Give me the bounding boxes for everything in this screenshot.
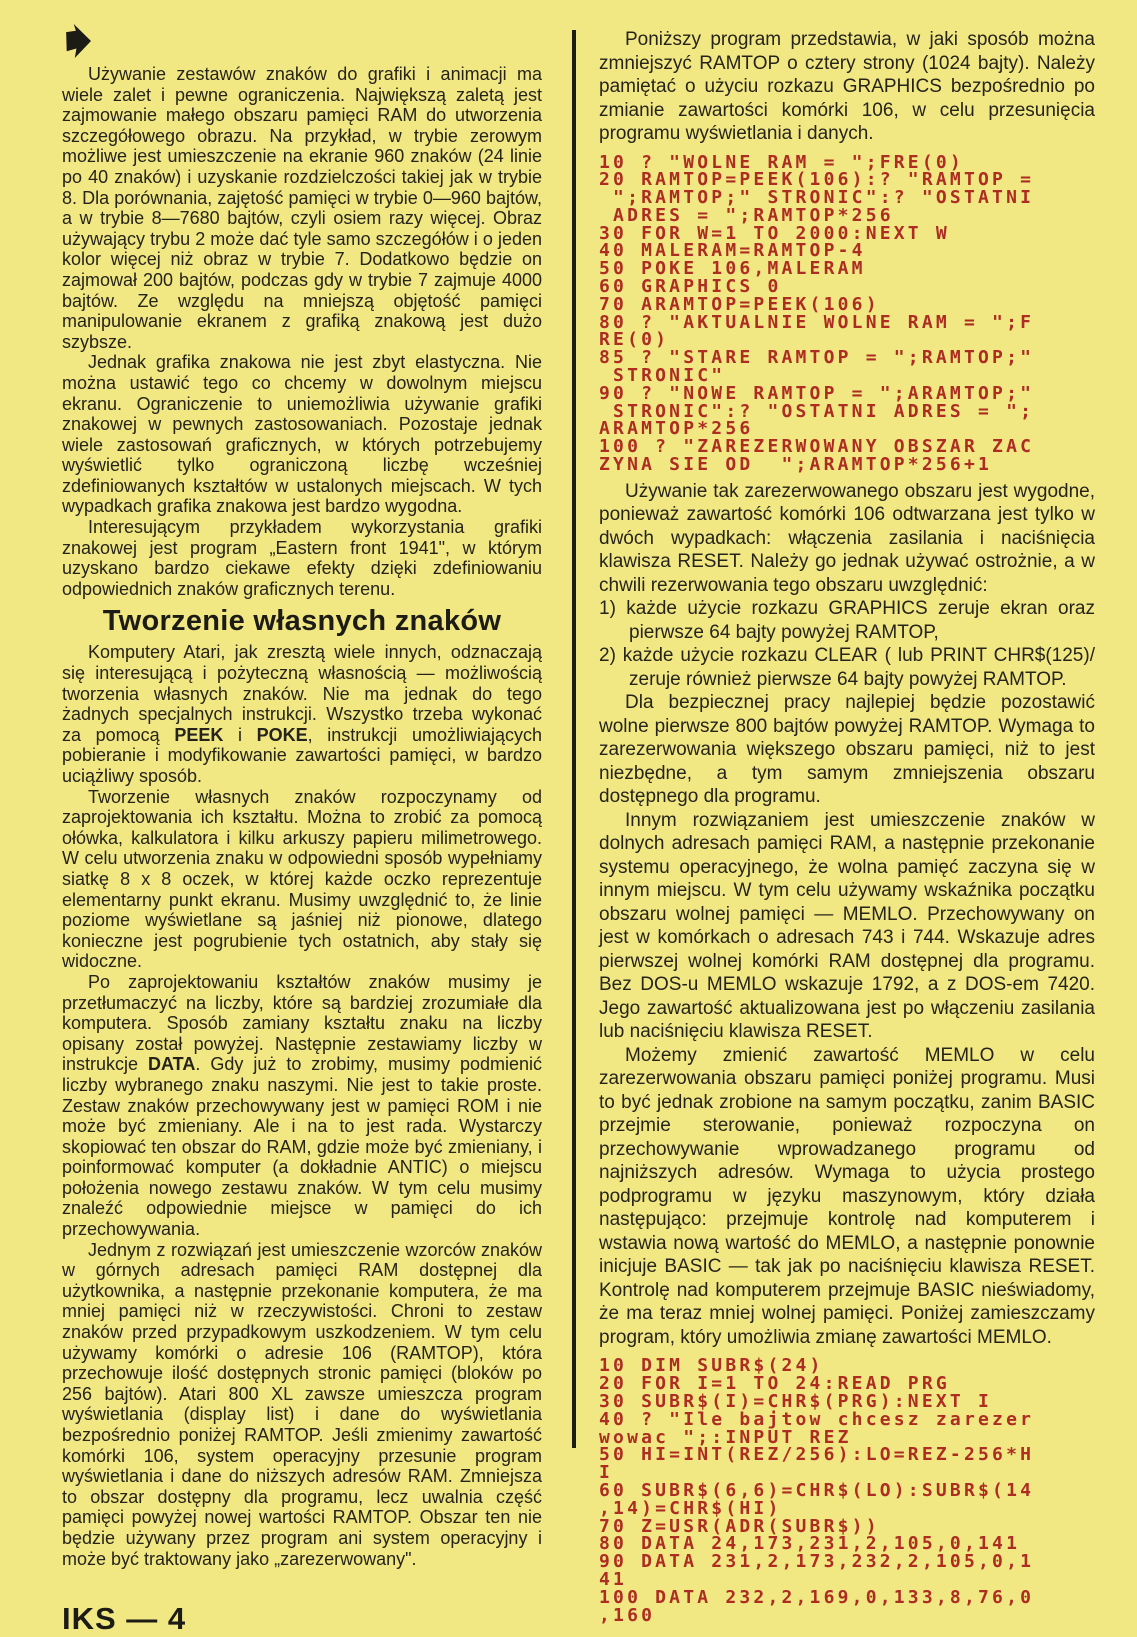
code-line: 90 ? "NOWE RAMTOP = ";ARAMTOP;" — [599, 382, 1035, 404]
list-item-1: 1) każde użycie rozkazu GRAPHICS zeruje ekran oraz pierwsze 64 bajty powyżej RAMTOP, — [599, 598, 1095, 643]
code-line: 60 SUBR$(6,6)=CHR$(LO):SUBR$(14 — [599, 1479, 1035, 1501]
code-line: ";RAMTOP;" STRONIC":? "OSTATNI — [599, 187, 1035, 209]
code-line: 70 Z=USR(ADR(SUBR$)) — [599, 1515, 880, 1537]
keyword-peek: PEEK — [174, 724, 224, 745]
code-line: 90 DATA 231,2,173,232,2,105,0,1 — [599, 1551, 1035, 1573]
paragraph-reserved-area: Używanie tak zarezerwowanego obszaru jest wygodne, ponieważ zawartość komórki 106 odtwarzana jest tylko w dwóch wypadkach: włączenia zasilania i naciśnięcia klawisza RESET. Należy go jednak używać ostrożnie, a w chwili rezerwowania tego obszaru uwzględnić: — [599, 480, 1095, 596]
code-line: 40 MALERAM=RAMTOP-4 — [599, 240, 866, 262]
paragraph-program-intro: Poniższy program przedstawia, w jaki sposób można zmniejszyć RAMTOP o cztery strony (1024 bajty). Należy pamiętać o użyciu rozkazu GRAPHICS bezpośrednio po zmianie zawartości komórki 106, w celu przesunięcia programu wyświetlania i danych. — [599, 29, 1095, 144]
paragraph-ramtop: Jednym z rozwiązań jest umieszczenie wzorców znaków w górnych adresach pamięci RAM dostępnej dla użytkownika, a następnie przekonanie komputera, że ma mniej pamięci niż w rzeczywistości. Chroni to zestaw znaków przed przypadkowym uszkodzeniem. W tym celu używamy komórki o adresie 106 (RAMTOP), która przechowuje ilość dostępnych stronic pamięci (bloków po 256 bajtów). Atari 800 XL zawsze umieszcza program wyświetlania (display list) i dane do wyświetlania bezpośrednio poniżej RAMTOP. Jeśli zmienimy zawartość komórki 106, system operacyjny przesunie program wyświetlania i dane do niższych adresów RAM. Zmniejsza to obszar dostępny dla programu, lecz uwalnia część pamięci powyżej nowej wartości RAMTOP. Obszar ten nie będzie używany przez program ani system operacyjny i może być traktowany jako „zarezerwowany". — [62, 1239, 542, 1569]
paragraph-peek-poke — [62, 642, 542, 786]
paragraph-text: , instrukcji umożliwiających pobieranie i modyfikowanie zawartości pamięci, w bardzo uciążliwy sposób. — [62, 724, 542, 786]
code-line: ,14)=CHR$(HI) — [599, 1497, 782, 1519]
code-line: 10 DIM SUBR$(24) — [599, 1355, 824, 1377]
code-line: 60 GRAPHICS 0 — [599, 276, 782, 298]
arrow-right-icon — [64, 24, 91, 58]
code-line: 85 ? "STARE RAMTOP = ";RAMTOP;" — [599, 347, 1035, 369]
paragraph-memlo-change: Możemy zmienić zawartość MEMLO w celu zarezerwowania obszaru pamięci poniżej programu. Musi to być jednak zrobione na samym początku, zanim BASIC przejmie sterowanie, ponieważ rozpoczyna on przechowywanie wprowadzanego programu od najniższych adresów. Wymaga to użycia prostego podprogramu w języku maszynowym, który działa następująco: przejmuje kontrolę nad komputerem i wstawia nową wartość do MEMLO, a następnie ponownie inicjuje BASIC — tak jak po naciśnięciu klawisza RESET. Kontrolę nad komputerem przejmuje BASIC nieświadomy, że ma teraz mniej wolnej pamięci. Poniżej zamieszczamy program, który umożliwia zmianę zawartości MEMLO. — [599, 1044, 1095, 1348]
code-line: 50 HI=INT(REZ/256):LO=REZ-256*H — [599, 1444, 1035, 1466]
paragraph-text: Komputery Atari, jak zresztą wiele innych, odznaczają się interesującą i pożyteczną własnością — możliwością tworzenia własnych znaków. Nie ma jednak do tego żadnych specjalnych instrukcji. Wszystko trzeba wykonać za pomocą — [62, 642, 542, 745]
section-heading: Tworzenie własnych znaków — [102, 605, 502, 638]
code-line: RE(0) — [599, 329, 670, 351]
paragraph-safe-work: Dla bezpiecznej pracy najlepiej będzie pozostawić wolne pierwsze 800 bajtów powyżej RAMTOP. Wymaga to zarezerwowania większego obszaru pamięci, niż to jest niezbędne, a tym samym zmniejszenia obszaru dostępnego dla programu. — [599, 692, 1095, 808]
paragraph-intro: Używanie zestawów znaków do grafiki i animacji ma wiele zalet i pewne ograniczenia. Największą zaletą jest zajmowanie małego obszaru pamięci RAM do utworzenia szczegółowego obrazu. Na przykład, w trybie zerowym możliwe jest umieszczenie na ekranie 960 znaków (24 linie po 40 znaków) i uzyskanie rozdzielczości takiej jak w trybie 8. Dla porównania, zajętość pamięci w trybie 0—960 bajtów, a w trybie 8—7680 bajtów, czyli osiem razy więcej. Obraz używający trybu 2 może dać tyle samo szczegółów i o jeden kolor więcej niż obraz w trybie 7. Dodatkowo będzie on zajmował 200 bajtów, podczas gdy w trybie 7 zajmuje 4000 bajtów. Ze względu na mniejszą objętość pamięci manipulowanie ekranem z grafiką znakową jest dużo szybsze. — [62, 64, 542, 352]
page-footer: IKS — 4 — [62, 1601, 187, 1637]
basic-code-listing-2 — [599, 1357, 1095, 1624]
code-line: 40 ? "Ile bajtow chcesz zarezer — [599, 1408, 1035, 1430]
list-item-2: 2) każde użycie rozkazu CLEAR ( lub PRINT CHR$(125)/ zeruje również pierwsze 64 bajty powyżej RAMTOP. — [599, 645, 1095, 690]
keyword-data: DATA — [148, 1054, 196, 1075]
paragraph-text: . Gdy już to zrobimy, musimy podmienić liczby wybranego znaku naszymi. Nie jest to takie proste. Zestaw znaków przechowywany jest w pamięci ROM i nie może być zmieniany. Ale i na to jest rada. Wystarczy skopiować ten obszar do RAM, gdzie może być zmieniany, i poinformować komputer (a dokładnie ANTIC) o miejscu położenia nowego zestawu znaków. W tym celu musimy znaleźć odpowiednie miejsce w pamięci do ich przechowywania. — [62, 1054, 542, 1240]
left-column — [62, 24, 542, 1637]
paragraph-text: i — [223, 724, 257, 745]
code-line: STRONIC" — [599, 365, 726, 387]
code-line: 50 POKE 106,MALERAM — [599, 258, 866, 280]
paragraph-design-grid: Tworzenie własnych znaków rozpoczynamy od zaprojektowania ich kształtu. Można to zrobić za pomocą ołówka, kalkulatora i kilku arkuszy papieru milimetrowego. W celu utworzenia znaku w odpowiedni sposób wypełniamy siatkę 8 x 8 oczek, w której każde oczko reprezentuje elementarny punkt ekranu. Musimy uwzględnić to, że linie poziome wyświetlane są jaśniej niż pionowe, dlatego konieczne jest pogrubienie tych ostatnich, aby stały się widoczne. — [62, 786, 542, 972]
code-line: 30 FOR W=1 TO 2000:NEXT W — [599, 222, 950, 244]
code-line: I — [599, 1462, 614, 1484]
code-line: STRONIC":? "OSTATNI ADRES = "; — [599, 400, 1035, 422]
code-line: 20 FOR I=1 TO 24:READ PRG — [599, 1373, 950, 1395]
code-line: ADRES = ";RAMTOP*256 — [599, 204, 894, 226]
basic-code-listing-1 — [599, 151, 1095, 476]
paragraph-limitations: Jednak grafika znakowa nie jest zbyt elastyczna. Nie można ustawić tego co chcemy w dowolnym miejscu ekranu. Ograniczenie to uniemożliwia używanie grafiki znakowej w pewnych zastosowaniach. Pozostaje jednak wiele zastosowań graficznych, w których potrzebujemy wyświetlić tylko ograniczoną liczbę wcześniej zdefiniowanych kształtów w ustalonych miejscach. W tych wypadkach grafika znakowa jest bardzo wygodna. — [62, 352, 542, 517]
code-line: 100 DATA 232,2,169,0,133,8,76,0 — [599, 1586, 1035, 1608]
paragraph-data-instruction — [62, 972, 542, 1240]
code-line: 20 RAMTOP=PEEK(106):? "RAMTOP = — [599, 169, 1035, 191]
code-line: 41 — [599, 1568, 628, 1590]
paragraph-memlo: Innym rozwiązaniem jest umieszczenie znaków w dolnych adresach pamięci RAM, a następnie przekonanie systemu operacyjnego, że wolna pamięć zaczyna się w innym miejscu. W tym celu używamy wskaźnika początku obszaru wolnej pamięci — MEMLO. Przechowywany on jest w komórkach o adresach 743 i 744. Wskazuje adres pierwszej wolnej komórki RAM dostępnej dla programu. Bez DOS-u MEMLO wskazuje 1792, a z DOS-em 7420. Jego zawartość aktualizowana jest po włączeniu zasilania lub naciśnięciu klawisza RESET. — [599, 809, 1095, 1043]
code-line: 30 SUBR$(I)=CHR$(PRG):NEXT I — [599, 1390, 993, 1412]
column-divider — [572, 30, 576, 1448]
code-line: ARAMTOP*256 — [599, 418, 754, 440]
code-line: wowac ";:INPUT REZ — [599, 1426, 852, 1448]
paragraph-eastern-front: Interesującym przykładem wykorzystania grafiki znakowej jest program „Eastern front 1941", w którym uzyskano bardzo ciekawe efekty dzięki zdefiniowaniu odpowiednich znaków graficznych terenu. — [62, 517, 542, 599]
code-line: 70 ARAMTOP=PEEK(106) — [599, 293, 880, 315]
code-line: ZYNA SIE OD ";ARAMTOP*256+1 — [599, 454, 993, 476]
code-line: 100 ? "ZAREZERWOWANY OBSZAR ZAC — [599, 436, 1035, 458]
code-line: ,160 — [599, 1604, 656, 1626]
keyword-poke: POKE — [256, 724, 308, 745]
code-line: 80 DATA 24,173,231,2,105,0,141 — [599, 1533, 1021, 1555]
numbered-list — [599, 597, 1095, 691]
code-line: 10 ? "WOLNE RAM = ";FRE(0) — [599, 151, 964, 173]
right-column — [599, 28, 1095, 1630]
code-line: 80 ? "AKTUALNIE WOLNE RAM = ";F — [599, 311, 1035, 333]
paragraph-text: Po zaprojektowaniu kształtów znaków musimy je przetłumaczyć na liczby, które są bardziej zrozumiałe dla komputera. Sposób zamiany kształtu znaku na liczby opisany został powyżej. Następnie zestawiamy liczby w instrukcje — [62, 971, 542, 1075]
